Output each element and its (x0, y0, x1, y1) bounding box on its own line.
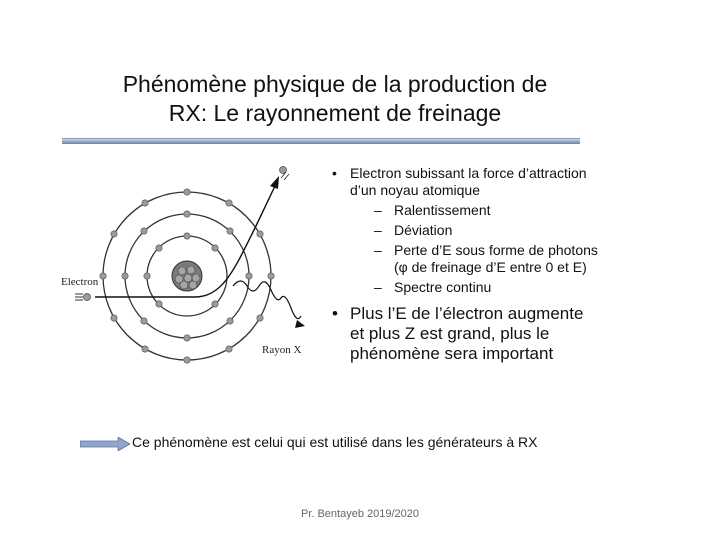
xray-arrowhead (295, 320, 305, 328)
bullet-dot-icon: • (332, 304, 338, 323)
bullet-item-1 (330, 165, 600, 296)
sub-bullet-text: Spectre continu (394, 279, 492, 295)
dash-icon: – (374, 222, 382, 238)
right-arrow-icon (80, 437, 130, 451)
sub-bullet-item (350, 242, 600, 276)
sub-bullet-item (350, 222, 600, 239)
slide-footer: Pr. Bentayeb 2019/2020 (300, 508, 420, 520)
conclusion-text: Ce phénomène est celui qui est utilisé dans les générateurs à RX (132, 434, 538, 450)
dash-icon: – (374, 242, 382, 258)
slide-title-line-2: RX: Le rayonnement de freinage (168, 100, 502, 126)
atom-diagram-svg (55, 158, 345, 368)
dash-icon: – (374, 279, 382, 295)
conclusion-row (80, 433, 620, 455)
bullet-list (330, 165, 600, 364)
sub-bullet-text: Déviation (394, 222, 453, 238)
bullet-dot-icon: • (332, 165, 337, 181)
bullet-2-text: Plus l’E de l’électron augmente et plus Z est grand, plus le phénomène sera important (350, 304, 584, 363)
slide-title (60, 70, 610, 128)
sub-bullet-item (350, 202, 600, 219)
sub-bullet-text: Perte d’E sous forme de photons (φ de freinage d’E entre 0 et E) (394, 242, 598, 275)
electron-label: Electron (61, 276, 99, 288)
deflected-electron-icon (280, 167, 290, 181)
bullet-item-2 (330, 304, 600, 364)
sub-bullet-text: Ralentissement (394, 202, 491, 218)
slide-title-line-1: Phénomène physique de la production de (122, 71, 548, 97)
bullet-1-text: Electron subissant la force d’attraction d’un noyau atomique (350, 165, 587, 198)
incoming-electron-icon (75, 294, 91, 301)
xray-label: Rayon X (262, 344, 302, 356)
dash-icon: – (374, 202, 382, 218)
bremsstrahlung-diagram (55, 158, 345, 368)
nucleus-icon (172, 261, 202, 291)
trajectory-arrowhead (270, 176, 279, 189)
title-underline-rule (62, 138, 580, 144)
sub-bullet-item (350, 279, 600, 296)
sub-bullet-list (350, 202, 600, 296)
